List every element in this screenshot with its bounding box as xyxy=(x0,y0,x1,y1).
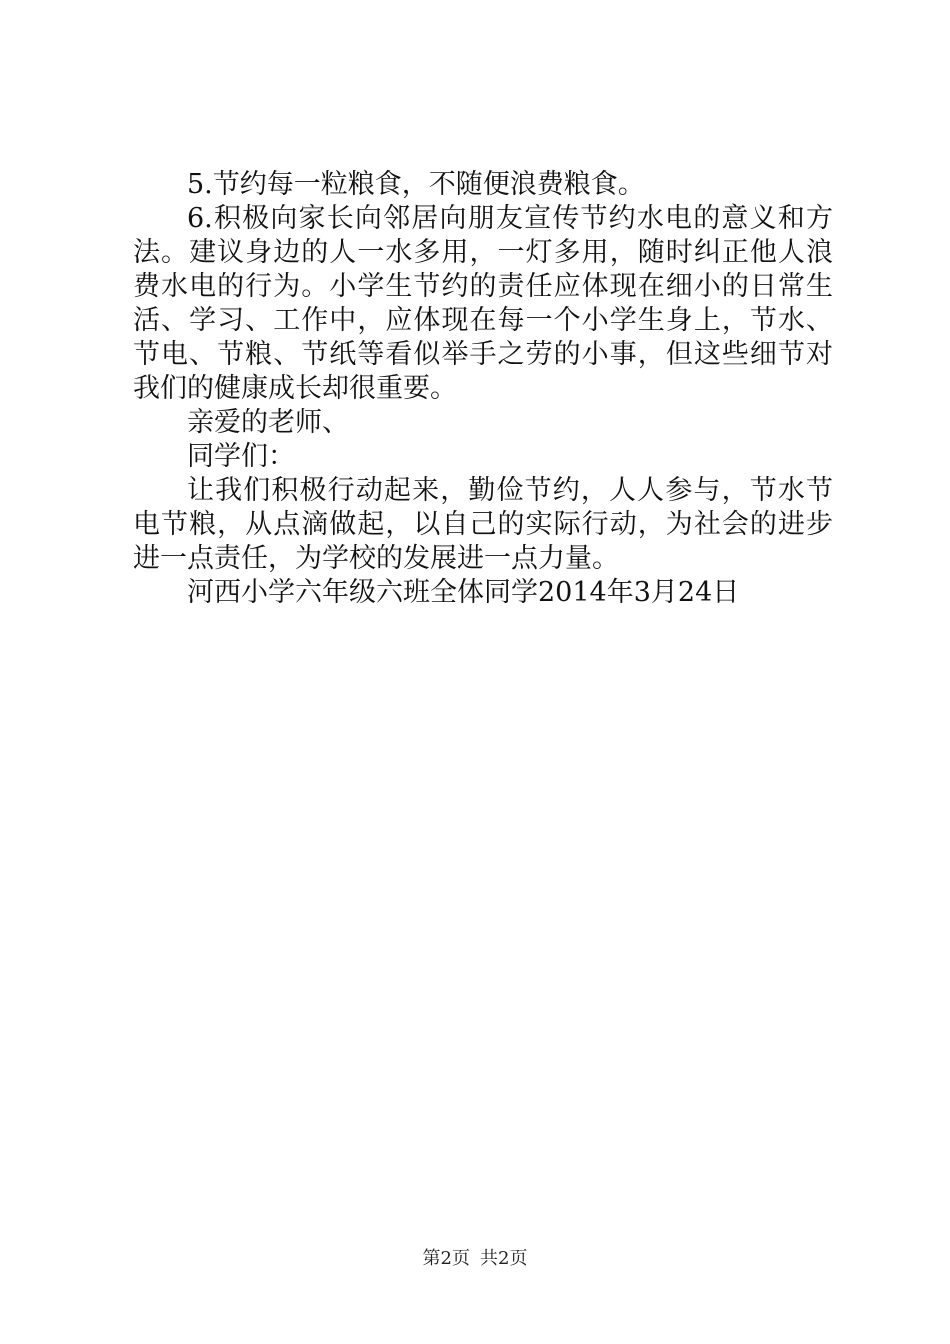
paragraph-item-5: 5.节约每一粒粮食，不随便浪费粮食。 xyxy=(187,169,645,200)
salutation-teachers: 亲爱的老师、 xyxy=(187,407,349,438)
paragraph-item-6: 6.积极向家长向邻居向朋友宣传节约水电的意义和方法。建议身边的人一水多用，一灯多用，随时纠正他人浪费水电的行为。小学生节约的责任应体现在细小的日常生活、学习、工作中，应体现在每一个小学生身上，节水、节电、节粮、节纸等看似举手之劳的小事，但这些细节对我们的健康成长却很重要。 xyxy=(133,203,833,404)
closing-appeal: 让我们积极行动起来，勤俭节约，人人参与，节水节电节粮，从点滴做起，以自己的实际行动，为社会的进步进一点责任，为学校的发展进一点力量。 xyxy=(133,475,833,574)
salutation-students: 同学们： xyxy=(187,441,295,472)
page-number-current: 第2页 xyxy=(422,1248,470,1269)
document-body xyxy=(133,168,833,610)
page-footer xyxy=(0,1244,950,1270)
signature-date: 河西小学六年级六班全体同学2014年3月24日 xyxy=(187,577,740,608)
page-number-total: 共2页 xyxy=(480,1248,528,1269)
